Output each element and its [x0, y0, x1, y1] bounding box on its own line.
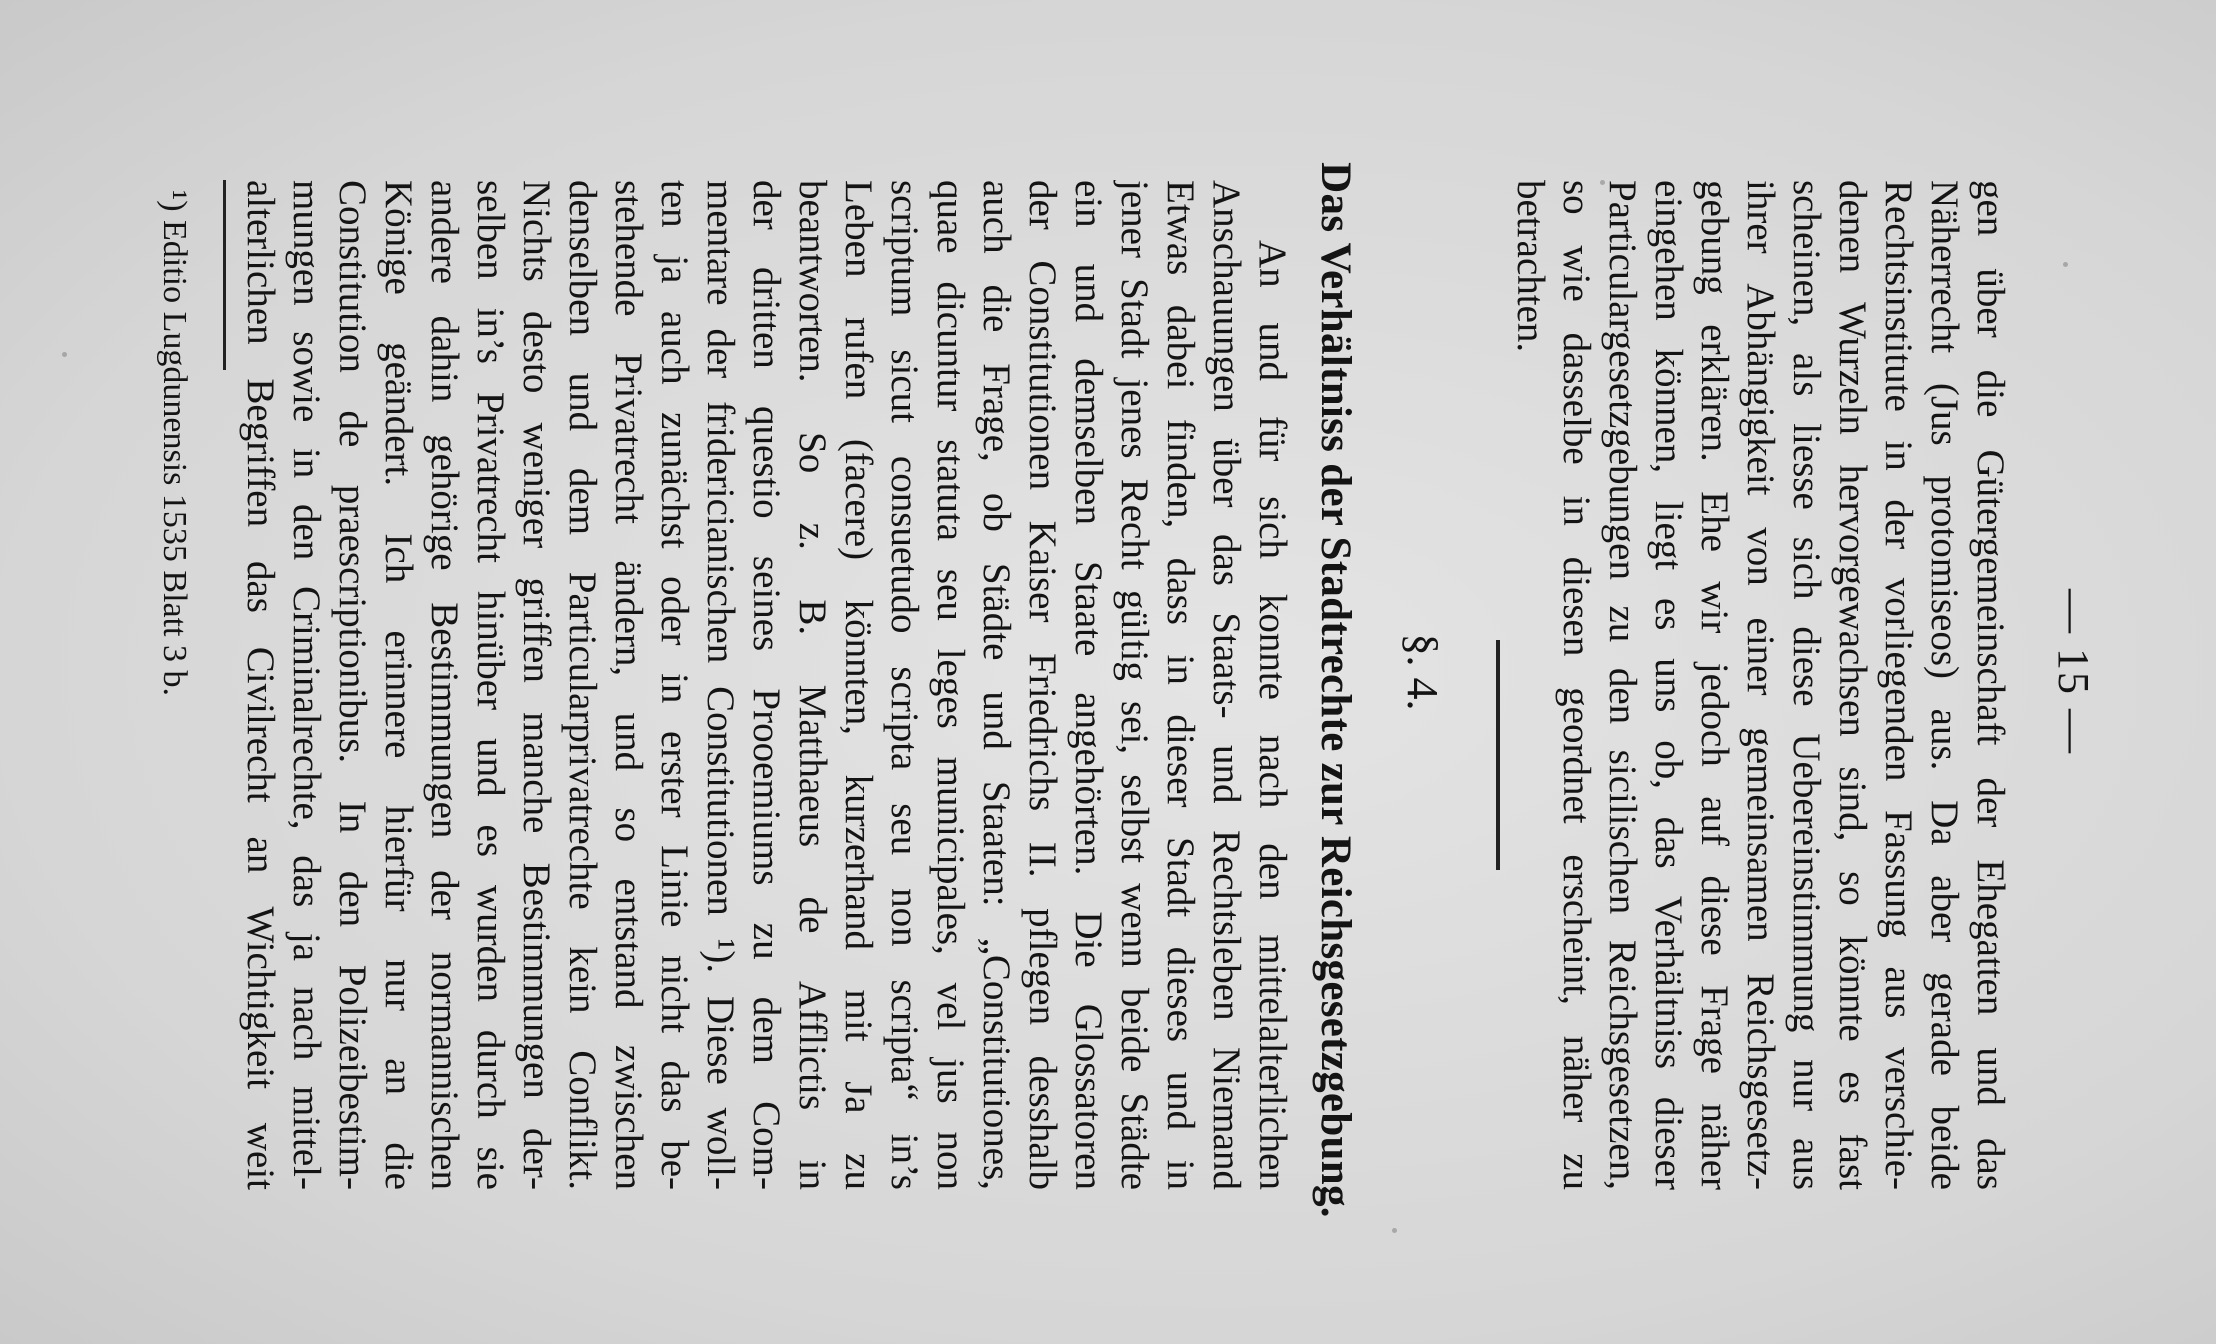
text-line: eingehen können, liegt es uns ob, das Verhältniss dieser [1647, 180, 1690, 1190]
text-line: betrachten. [1509, 180, 1552, 353]
footnote: ¹) Editio Lugdunensis 1535 Blatt 3 b. [156, 190, 193, 696]
text-line: gen über die Gütergemeinschaft der Ehegatten und das [1969, 180, 2012, 1190]
text-line: Particulargesetzgebungen zu den sicilischen Reichsgesetzen, [1601, 180, 1644, 1190]
text-line: jener Stadt jenes Recht gültig sei, selbst wenn beide Städte [1113, 180, 1156, 1190]
section-title: Das Verhältniss der Stadtrechte zur Reichsgesetzgebung. [1312, 162, 1359, 1218]
text-line: mungen sowie in den Criminalrechte, das ja nach mittel- [285, 180, 328, 1190]
text-line: auch die Frage, ob Städte und Staaten: „Constitutiones, [975, 180, 1018, 1190]
page-number: — 15 — [2049, 589, 2098, 755]
top-paragraph [1507, 180, 2013, 1190]
section-number: §. 4. [1398, 633, 1447, 711]
text-line: ihrer Abhängigkeit von einer gemeinsamen Reichsgesetz- [1739, 180, 1782, 1190]
text-line: ten ja auch zunächst oder in erster Linie nicht das be- [653, 180, 696, 1190]
text-line: Könige geändert. Ich erinnere hierfür nur an die [377, 180, 420, 1190]
footnote-divider [223, 180, 226, 370]
text-line: stehende Privatrecht ändern, und so entstand zwischen [607, 180, 650, 1190]
section-divider [1496, 640, 1500, 870]
text-line: Anschauungen über das Staats- und Rechtsleben Niemand [1205, 180, 1248, 1190]
text-line: denselben und dem Particularprivatrechte kein Conflikt. [561, 180, 604, 1190]
text-line: denen Wurzeln hervorgewachsen sind, so könnte es fast [1831, 180, 1874, 1190]
text-line: der dritten questio seines Prooemiums zu dem Com- [745, 180, 788, 1190]
text-line: scheinen, als liesse sich diese Uebereinstimmung nur aus [1785, 180, 1828, 1190]
text-line: quae dicuntur statuta seu leges municipales, vel jus non [929, 180, 972, 1190]
book-page [53, 50, 2153, 1294]
text-line: mentare der fridericianischen Constitutionen ¹). Diese woll- [699, 180, 742, 1190]
text-line: gebung erklären. Ehe wir jedoch auf diese Frage näher [1693, 180, 1736, 1190]
text-line: beantworten. So z. B. Matthaeus de Afflictis in [791, 180, 834, 1190]
text-line: der Constitutionen Kaiser Friedrichs II. pflegen desshalb [1021, 180, 1064, 1190]
text-line: Rechtsinstitute in der vorliegenden Fassung aus verschie- [1877, 180, 1920, 1190]
text-line: Leben rufen (facere) könnten, kurzerhand mit Ja zu [837, 180, 880, 1190]
text-line: Näherrecht (Jus protomiseos) aus. Da aber gerade beide [1923, 180, 1966, 1190]
text-line: An und für sich konnte nach den mittelalterlichen [1251, 240, 1294, 1190]
text-line: Etwas dabei finden, dass in dieser Stadt dieses und in [1159, 180, 1202, 1190]
text-line: ein und demselben Staate angehörten. Die Glossatoren [1067, 180, 1110, 1190]
main-paragraph [237, 180, 1295, 1190]
text-line: scriptum sicut consuetudo scripta seu non scripta“ in’s [883, 180, 926, 1190]
text-line: Nichts desto weniger griffen manche Bestimmungen der- [515, 180, 558, 1190]
text-line: andere dahin gehörige Bestimmungen der normannischen [423, 180, 466, 1190]
text-line: alterlichen Begriffen das Civilrecht an Wichtigkeit weit [239, 180, 282, 1190]
text-line: Constitution de praescriptionibus. In den Polizeibestim- [331, 180, 374, 1190]
text-line: selben in’s Privatrecht hinüber und es wurden durch sie [469, 180, 512, 1190]
text-line: so wie dasselbe in diesen geordnet erscheint, näher zu [1555, 180, 1598, 1190]
